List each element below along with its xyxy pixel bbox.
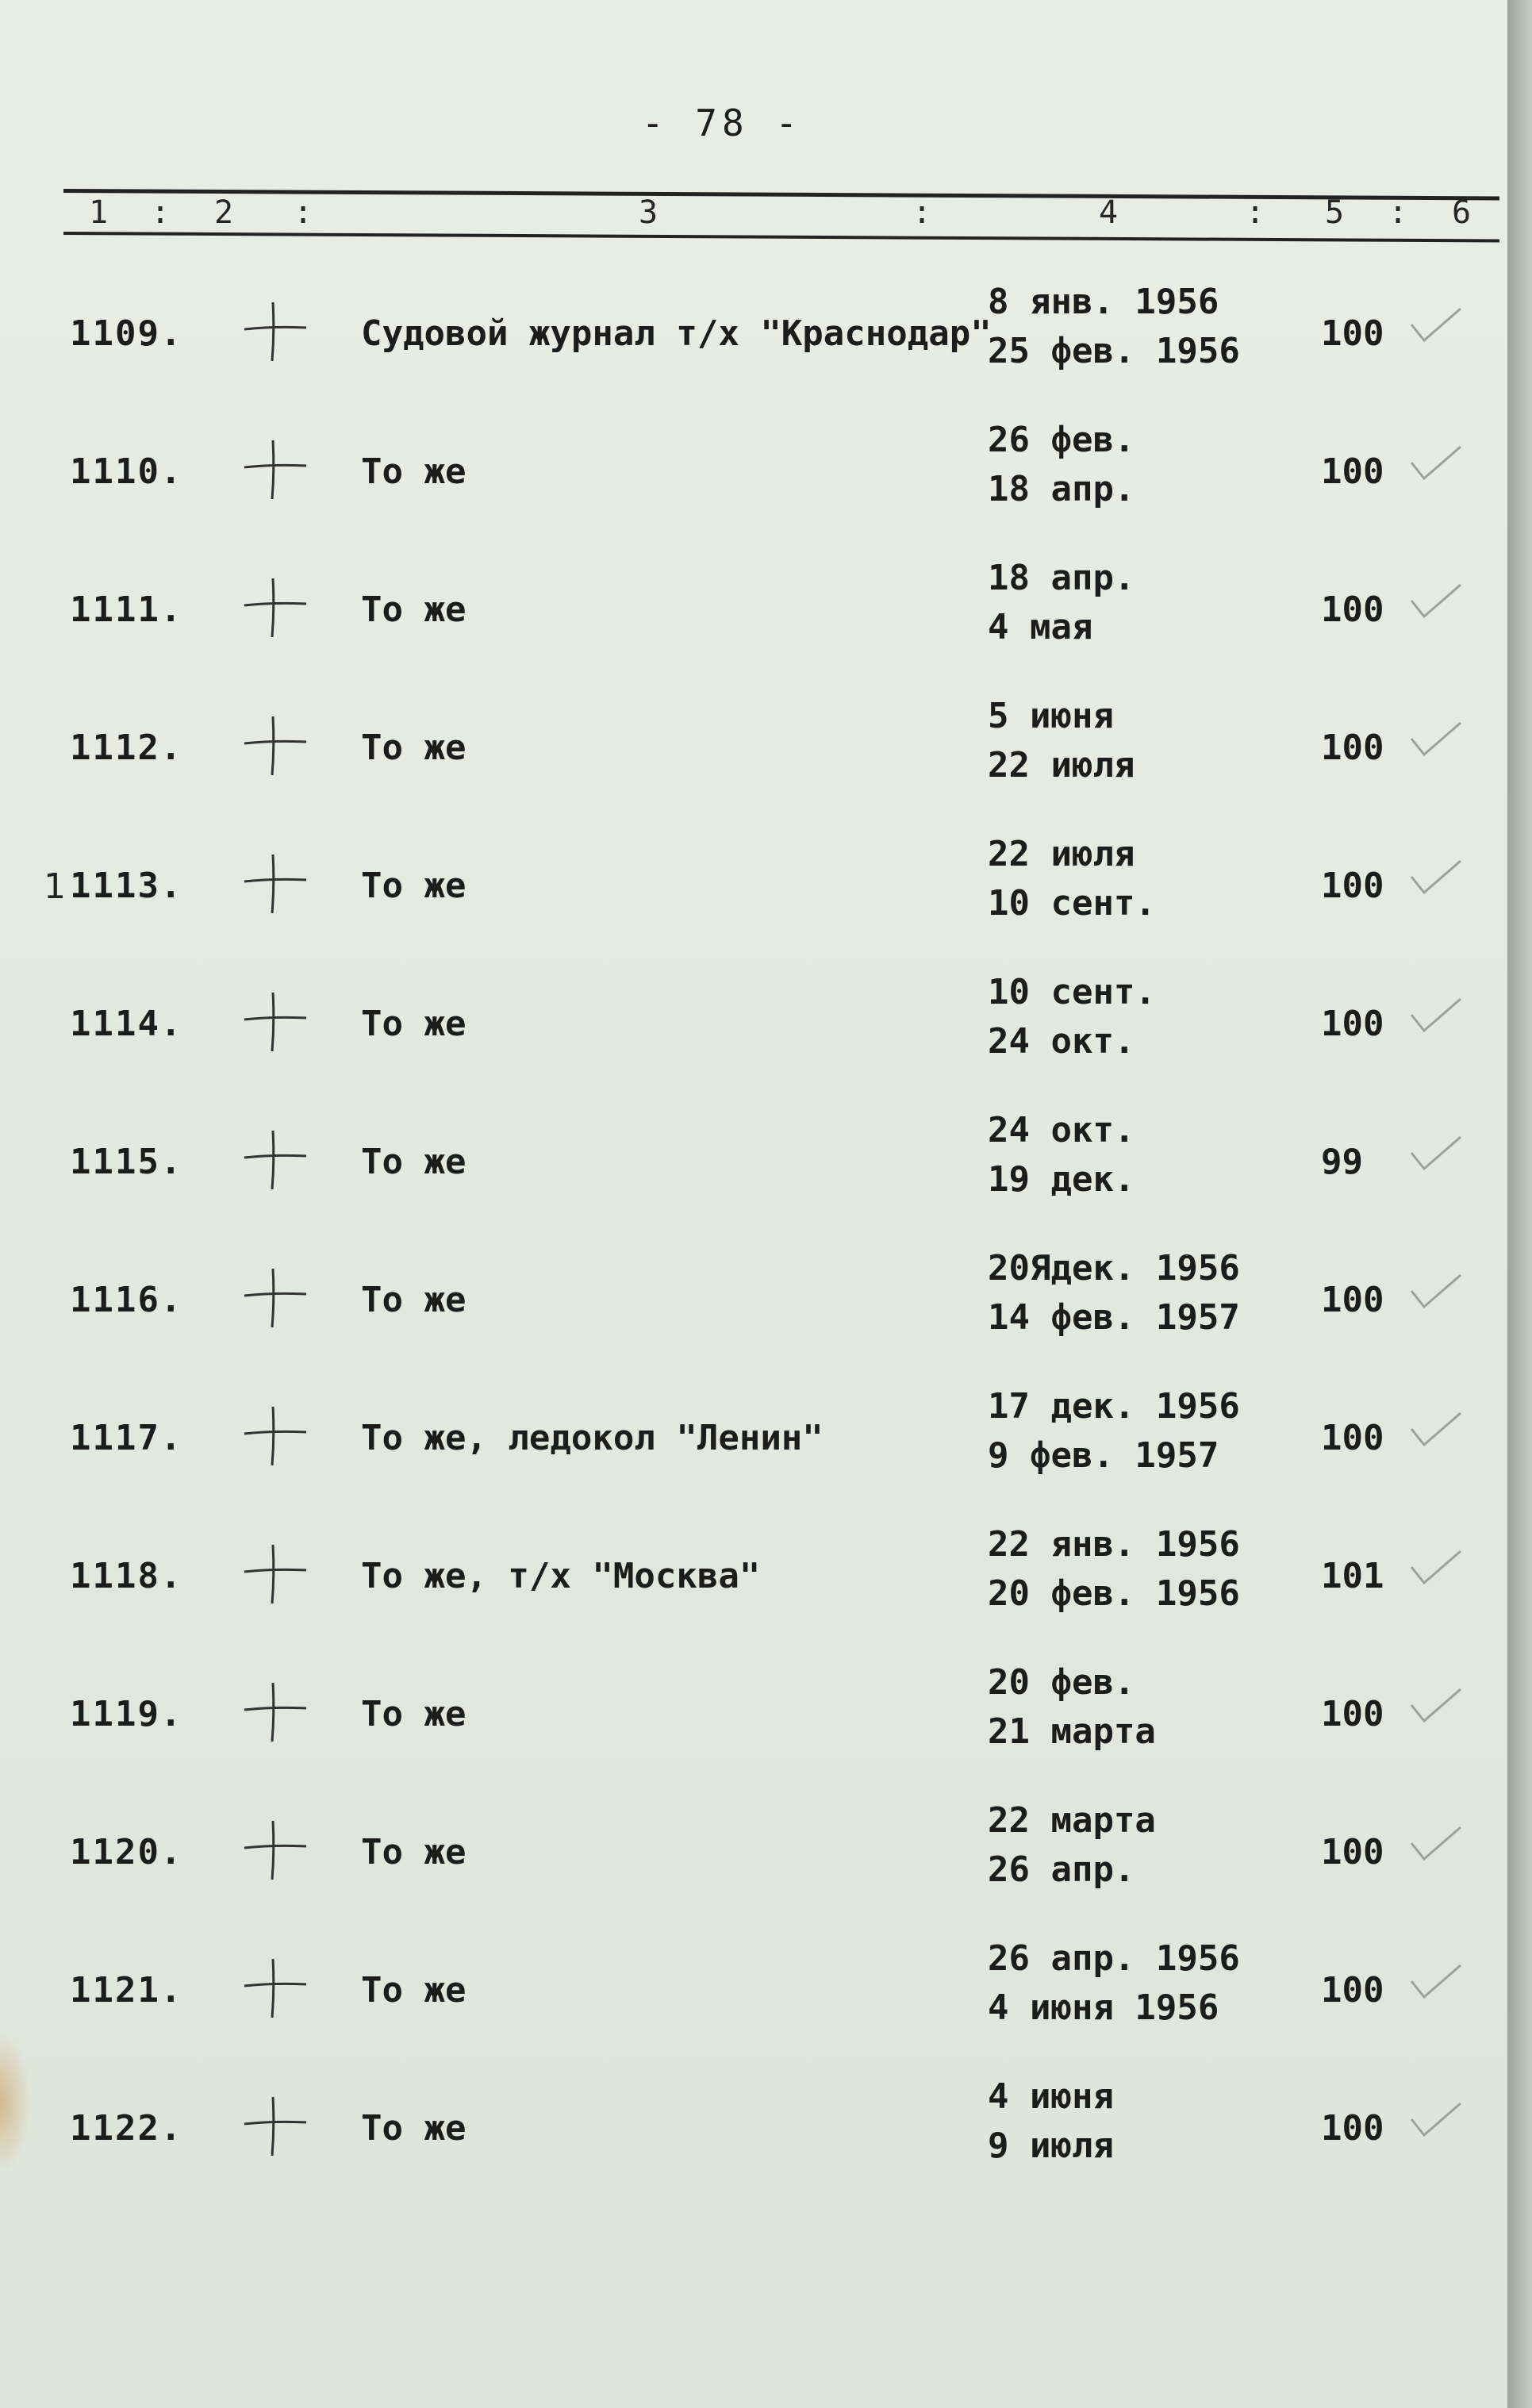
handwritten-plus-mark-icon: [238, 572, 309, 643]
table-row: [0, 1938, 1507, 2076]
table-row: [0, 1110, 1507, 1248]
check-mark-icon: [1408, 1548, 1464, 1588]
sheet-count: 101: [1321, 1556, 1384, 1596]
check-mark-icon: [1408, 1134, 1464, 1173]
check-mark-icon: [1408, 1962, 1464, 2002]
handwritten-plus-mark-icon: [238, 848, 309, 920]
check-mark-icon: [1408, 720, 1464, 759]
column-header-6: 6: [1452, 194, 1472, 231]
date-end: 20 фев. 1956: [988, 1573, 1240, 1614]
column-separator: :: [1388, 194, 1408, 231]
check-mark-icon: [1408, 582, 1464, 621]
column-header-1: 1: [89, 194, 109, 231]
date-start: 8 янв. 1956: [988, 282, 1219, 322]
item-title: То же, ледокол "Ленин": [361, 1418, 824, 1458]
item-number: 1120.: [70, 1832, 183, 1872]
check-mark-icon: [1408, 1686, 1464, 1726]
item-number: 1118.: [70, 1556, 183, 1596]
table-row: [0, 1386, 1507, 1524]
column-separator: :: [912, 194, 932, 231]
item-number: 1114.: [70, 1004, 183, 1044]
sheet-count: 100: [1321, 1004, 1384, 1044]
date-end: 4 июня 1956: [988, 1987, 1219, 2028]
date-end: 18 апр.: [988, 469, 1135, 509]
check-mark-icon: [1408, 1272, 1464, 1312]
check-mark-icon: [1408, 1410, 1464, 1450]
handwritten-plus-mark-icon: [238, 1676, 309, 1748]
column-header-2: 2: [214, 194, 234, 231]
item-number: 1119.: [70, 1694, 183, 1734]
item-title: То же: [361, 1832, 467, 1872]
check-mark-icon: [1408, 996, 1464, 1035]
date-start: 22 янв. 1956: [988, 1524, 1240, 1565]
date-start: 26 апр. 1956: [988, 1938, 1240, 1979]
date-start: 18 апр.: [988, 558, 1135, 598]
date-start: 26 фев.: [988, 420, 1135, 460]
sheet-count: 99: [1321, 1142, 1363, 1182]
check-mark-icon: [1408, 444, 1464, 483]
item-number: 1113.: [70, 866, 183, 906]
date-end: 26 апр.: [988, 1849, 1135, 1890]
sheet-count: 100: [1321, 1418, 1384, 1458]
item-title: То же: [361, 2108, 467, 2149]
handwritten-plus-mark-icon: [238, 986, 309, 1058]
handwritten-plus-mark-icon: [238, 2091, 309, 2162]
handwritten-plus-mark-icon: [238, 1953, 309, 2024]
item-number: 1111.: [70, 590, 183, 630]
table-row: [0, 558, 1507, 696]
date-end: 10 сент.: [988, 883, 1156, 924]
table-row: [0, 1800, 1507, 1938]
sheet-count: 100: [1321, 1280, 1384, 1320]
column-header-4: 4: [1099, 194, 1119, 231]
table-row: [0, 1524, 1507, 1662]
date-end: 9 фев. 1957: [988, 1435, 1219, 1476]
date-start: 20Ядек. 1956: [988, 1248, 1240, 1288]
check-mark-icon: [1408, 2100, 1464, 2140]
item-number: 1121.: [70, 1970, 183, 2011]
item-title: Судовой журнал т/х "Краснодар": [361, 313, 992, 354]
date-start: 20 фев.: [988, 1662, 1135, 1703]
date-start: 10 сент.: [988, 972, 1156, 1012]
handwritten-plus-mark-icon: [238, 710, 309, 782]
sheet-count: 100: [1321, 590, 1384, 630]
item-title: То же: [361, 1970, 467, 2011]
column-separator: :: [294, 194, 313, 231]
item-title: То же, т/х "Москва": [361, 1556, 761, 1596]
item-number: 1110.: [70, 451, 183, 492]
item-title: То же: [361, 590, 467, 630]
date-end: 19 дек.: [988, 1159, 1135, 1200]
date-start: 24 окт.: [988, 1110, 1135, 1150]
item-title: То же: [361, 1694, 467, 1734]
handwritten-plus-mark-icon: [238, 1538, 309, 1610]
sheet-count: 100: [1321, 2108, 1384, 2149]
date-end: 24 окт.: [988, 1021, 1135, 1062]
table-row: [0, 2076, 1507, 2214]
item-number: 1115.: [70, 1142, 183, 1182]
handwritten-margin-note: 1: [44, 866, 66, 907]
column-header-5: 5: [1325, 194, 1345, 231]
column-separator: :: [151, 194, 171, 231]
check-mark-icon: [1408, 305, 1464, 345]
sheet-count: 100: [1321, 728, 1384, 768]
page-number: - 78 -: [641, 102, 803, 144]
check-mark-icon: [1408, 858, 1464, 897]
handwritten-plus-mark-icon: [238, 434, 309, 505]
item-title: То же: [361, 728, 467, 768]
sheet-count: 100: [1321, 866, 1384, 906]
table-row: [0, 282, 1507, 420]
item-title: То же: [361, 1004, 467, 1044]
table-row: [0, 420, 1507, 558]
table-row: [0, 972, 1507, 1110]
date-end: 14 фев. 1957: [988, 1297, 1240, 1338]
item-title: То же: [361, 1280, 467, 1320]
handwritten-plus-mark-icon: [238, 1262, 309, 1334]
column-header-3: 3: [639, 194, 658, 231]
sheet-count: 100: [1321, 1832, 1384, 1872]
sheet-count: 100: [1321, 1694, 1384, 1734]
sheet-count: 100: [1321, 313, 1384, 354]
date-end: 4 мая: [988, 607, 1093, 647]
item-title: То же: [361, 866, 467, 906]
table-row: [0, 1662, 1507, 1800]
handwritten-plus-mark-icon: [238, 1815, 309, 1886]
item-title: То же: [361, 451, 467, 492]
item-title: То же: [361, 1142, 467, 1182]
item-number: 1112.: [70, 728, 183, 768]
column-separator: :: [1246, 194, 1265, 231]
date-end: 22 июля: [988, 745, 1135, 785]
date-end: 9 июля: [988, 2126, 1114, 2166]
page-edge: [1507, 0, 1532, 2408]
sheet-count: 100: [1321, 1970, 1384, 2011]
date-end: 21 марта: [988, 1711, 1156, 1752]
date-start: 5 июня: [988, 696, 1114, 736]
date-start: 22 июля: [988, 834, 1135, 874]
table-row: [0, 1248, 1507, 1386]
handwritten-plus-mark-icon: [238, 1124, 309, 1196]
date-start: 17 дек. 1956: [988, 1386, 1240, 1427]
table-row: [0, 696, 1507, 834]
item-number: 1122.: [70, 2108, 183, 2149]
item-number: 1109.: [70, 313, 183, 354]
sheet-count: 100: [1321, 451, 1384, 492]
handwritten-plus-mark-icon: [238, 296, 309, 367]
item-number: 1117.: [70, 1418, 183, 1458]
table-row: [0, 834, 1507, 972]
item-number: 1116.: [70, 1280, 183, 1320]
handwritten-plus-mark-icon: [238, 1400, 309, 1472]
date-start: 4 июня: [988, 2076, 1114, 2117]
check-mark-icon: [1408, 1824, 1464, 1864]
date-start: 22 марта: [988, 1800, 1156, 1841]
date-end: 25 фев. 1956: [988, 331, 1240, 371]
